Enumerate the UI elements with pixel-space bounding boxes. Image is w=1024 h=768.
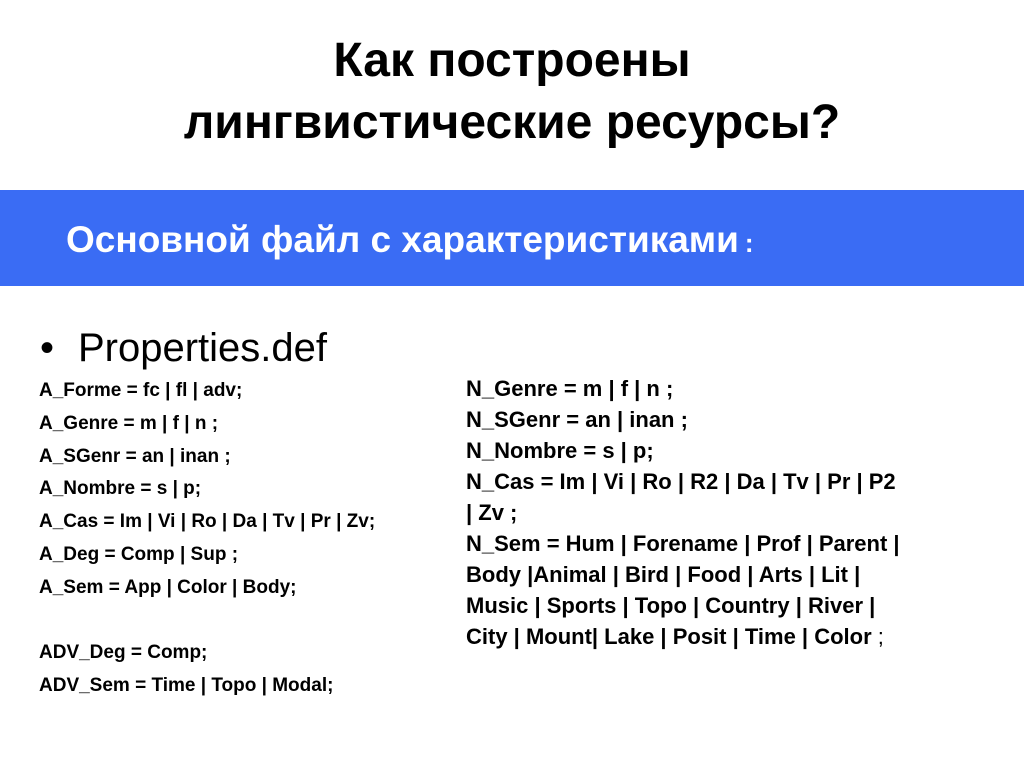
banner-heading-text: Основной файл с характеристиками: [66, 219, 739, 260]
property-line: A_SGenr = an | inan ;: [39, 445, 231, 467]
property-line: N_Nombre = s | p;: [466, 438, 654, 463]
property-line: Music | Sports | Topo | Country | River |: [466, 593, 876, 618]
property-line: A_Cas = Im | Vi | Ro | Da | Tv | Pr | Zv;: [39, 511, 376, 533]
banner-heading: [66, 216, 754, 267]
bullet-item: [40, 322, 327, 374]
banner-heading-colon: :: [744, 228, 754, 258]
property-line-text: City | Mount| Lake | Posit | Time | Color: [466, 624, 872, 649]
property-line: N_Sem = Hum | Forename | Prof | Parent |: [466, 531, 900, 556]
property-line: A_Forme = fc | fl | adv;: [39, 380, 243, 401]
slide-title-line-1: Как построены: [333, 34, 691, 87]
property-line: | Zv ;: [466, 500, 518, 525]
bullet-text: Properties.def: [78, 326, 328, 370]
property-line: N_Cas = Im | Vi | Ro | R2 | Da | Tv | Pr | P2: [466, 469, 896, 494]
property-line: ADV_Deg = Comp;: [39, 642, 208, 664]
property-line: A_Sem = App | Color | Body;: [39, 576, 297, 598]
property-line: [466, 621, 986, 652]
property-line: Body |Animal | Bird | Food | Arts | Lit |: [466, 562, 861, 587]
property-line: A_Deg = Comp | Sup ;: [39, 543, 239, 565]
blank-line: [39, 605, 375, 638]
property-line: ADV_Sem = Time | Topo | Modal;: [39, 675, 334, 697]
slide-title: [0, 30, 1024, 154]
property-line-tail: ;: [877, 624, 884, 649]
slide-title-line-2: лингвистические ресурсы?: [183, 96, 841, 149]
property-line: N_SGenr = an | inan ;: [466, 407, 688, 432]
noun-properties-list: [466, 373, 986, 652]
property-line: A_Nombre = s | p;: [39, 478, 202, 500]
adjective-properties-list: [39, 375, 375, 703]
property-line: N_Genre = m | f | n ;: [466, 376, 674, 401]
bullet-dot: •: [40, 326, 55, 370]
property-line: A_Genre = m | f | n ;: [39, 412, 219, 434]
